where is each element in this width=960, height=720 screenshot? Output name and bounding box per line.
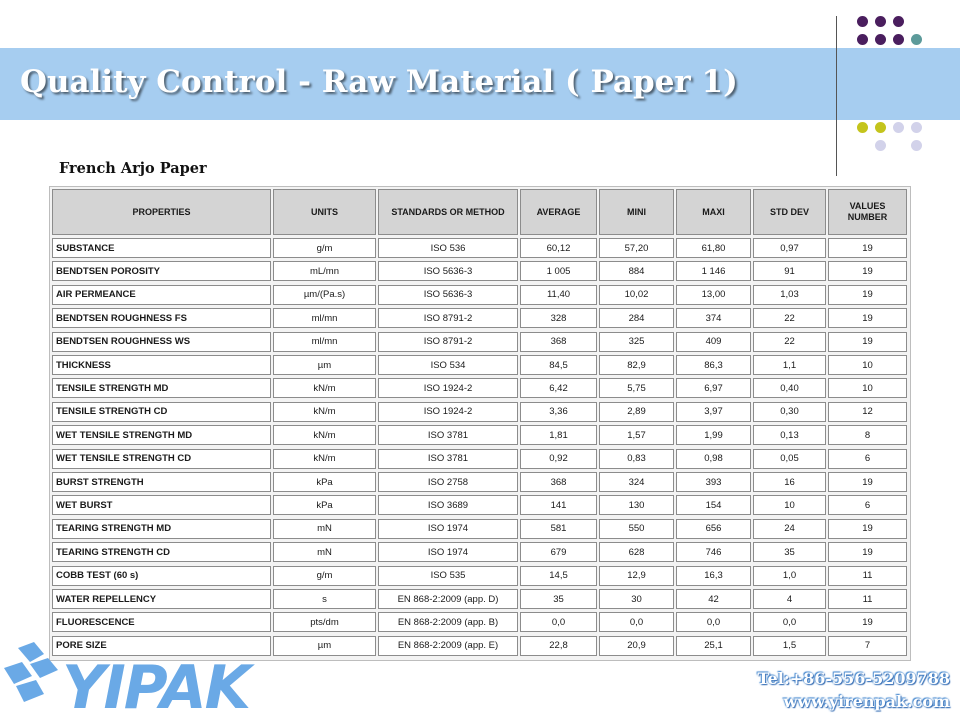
table-row — [52, 238, 909, 258]
cell-values-number: 7 — [828, 636, 907, 656]
cell-mini: 10,02 — [599, 285, 674, 305]
cell-maxi: 0,0 — [676, 612, 751, 632]
cell-maxi: 86,3 — [676, 355, 751, 375]
cell-units: kN/m — [273, 449, 376, 469]
cell-standard: ISO 536 — [378, 238, 518, 258]
cell-maxi: 1,99 — [676, 425, 751, 445]
cell-units: kN/m — [273, 378, 376, 398]
cell-average: 141 — [520, 495, 597, 515]
table-row — [52, 261, 909, 281]
cell-average: 14,5 — [520, 566, 597, 586]
cell-property: TEARING STRENGTH MD — [52, 519, 271, 539]
cell-standard: ISO 1974 — [378, 519, 518, 539]
header-std-dev: STD DEV — [753, 189, 826, 235]
cell-average: 581 — [520, 519, 597, 539]
cell-property: TENSILE STRENGTH CD — [52, 402, 271, 422]
cell-values-number: 19 — [828, 519, 907, 539]
cell-values-number: 19 — [828, 261, 907, 281]
cell-maxi: 154 — [676, 495, 751, 515]
cell-std-dev: 1,5 — [753, 636, 826, 656]
cell-mini: 2,89 — [599, 402, 674, 422]
cell-average: 22,8 — [520, 636, 597, 656]
cell-standard: ISO 5636-3 — [378, 285, 518, 305]
dot-purple — [875, 16, 886, 27]
table-row — [52, 472, 909, 492]
website-link[interactable]: www.yirenpak.com — [783, 692, 950, 711]
dot-lime — [875, 122, 886, 133]
cell-standard: ISO 8791-2 — [378, 308, 518, 328]
cell-mini: 325 — [599, 332, 674, 352]
cell-std-dev: 1,1 — [753, 355, 826, 375]
cell-mini: 130 — [599, 495, 674, 515]
cell-property: WET TENSILE STRENGTH MD — [52, 425, 271, 445]
cell-mini: 628 — [599, 542, 674, 562]
cell-units: kPa — [273, 495, 376, 515]
cell-average: 368 — [520, 472, 597, 492]
cell-values-number: 12 — [828, 402, 907, 422]
cell-standard: ISO 3781 — [378, 425, 518, 445]
phone-number: Tel:+86-556-5209788 — [757, 669, 950, 688]
cell-mini: 0,0 — [599, 612, 674, 632]
cell-values-number: 11 — [828, 589, 907, 609]
cell-units: g/m — [273, 566, 376, 586]
cell-property: BURST STRENGTH — [52, 472, 271, 492]
cell-average: 679 — [520, 542, 597, 562]
cell-std-dev: 1,0 — [753, 566, 826, 586]
yipak-logo — [0, 640, 270, 720]
table-row — [52, 566, 909, 586]
header-mini: MINI — [599, 189, 674, 235]
table-row — [52, 612, 909, 632]
cell-values-number: 10 — [828, 355, 907, 375]
cell-property: TENSILE STRENGTH MD — [52, 378, 271, 398]
cell-std-dev: 91 — [753, 261, 826, 281]
cell-units: kN/m — [273, 402, 376, 422]
cell-units: kN/m — [273, 425, 376, 445]
cell-standard: ISO 5636-3 — [378, 261, 518, 281]
properties-table — [49, 186, 911, 661]
cell-maxi: 1 146 — [676, 261, 751, 281]
cell-mini: 324 — [599, 472, 674, 492]
cell-values-number: 6 — [828, 495, 907, 515]
cell-mini: 550 — [599, 519, 674, 539]
cell-units: µm — [273, 355, 376, 375]
cell-average: 60,12 — [520, 238, 597, 258]
cell-average: 6,42 — [520, 378, 597, 398]
logo-mark-icon — [4, 642, 58, 702]
cell-mini: 1,57 — [599, 425, 674, 445]
table-row — [52, 332, 909, 352]
cell-mini: 82,9 — [599, 355, 674, 375]
table-row — [52, 542, 909, 562]
cell-standard: EN 868-2:2009 (app. B) — [378, 612, 518, 632]
cell-average: 328 — [520, 308, 597, 328]
cell-values-number: 19 — [828, 285, 907, 305]
dot-purple — [893, 34, 904, 45]
cell-units: µm — [273, 636, 376, 656]
cell-property: WATER REPELLENCY — [52, 589, 271, 609]
table-caption: French Arjo Paper — [59, 160, 207, 177]
cell-std-dev: 0,05 — [753, 449, 826, 469]
cell-average: 35 — [520, 589, 597, 609]
dot-lime — [857, 122, 868, 133]
cell-property: FLUORESCENCE — [52, 612, 271, 632]
cell-mini: 57,20 — [599, 238, 674, 258]
cell-mini: 284 — [599, 308, 674, 328]
cell-property: BENDTSEN ROUGHNESS FS — [52, 308, 271, 328]
cell-property: WET TENSILE STRENGTH CD — [52, 449, 271, 469]
cell-values-number: 10 — [828, 378, 907, 398]
cell-mini: 0,83 — [599, 449, 674, 469]
cell-units: mL/mn — [273, 261, 376, 281]
cell-standard: EN 868-2:2009 (app. E) — [378, 636, 518, 656]
cell-standard: ISO 3781 — [378, 449, 518, 469]
cell-property: BENDTSEN POROSITY — [52, 261, 271, 281]
cell-units: mN — [273, 519, 376, 539]
cell-average: 84,5 — [520, 355, 597, 375]
cell-units: µm/(Pa.s) — [273, 285, 376, 305]
table-row — [52, 425, 909, 445]
cell-mini: 30 — [599, 589, 674, 609]
cell-std-dev: 0,13 — [753, 425, 826, 445]
cell-maxi: 409 — [676, 332, 751, 352]
cell-average: 368 — [520, 332, 597, 352]
cell-maxi: 13,00 — [676, 285, 751, 305]
table-row — [52, 589, 909, 609]
cell-standard: ISO 535 — [378, 566, 518, 586]
cell-standard: ISO 1924-2 — [378, 378, 518, 398]
cell-units: ml/mn — [273, 308, 376, 328]
contact-info — [757, 667, 950, 713]
cell-property: SUBSTANCE — [52, 238, 271, 258]
cell-property: BENDTSEN ROUGHNESS WS — [52, 332, 271, 352]
table-row — [52, 378, 909, 398]
cell-units: mN — [273, 542, 376, 562]
dot-purple — [857, 34, 868, 45]
cell-maxi: 42 — [676, 589, 751, 609]
cell-values-number: 6 — [828, 449, 907, 469]
cell-property: AIR PERMEANCE — [52, 285, 271, 305]
cell-maxi: 374 — [676, 308, 751, 328]
dot-lavender — [875, 140, 886, 151]
cell-property: THICKNESS — [52, 355, 271, 375]
dot-lavender — [911, 122, 922, 133]
header-values-number: VALUES NUMBER — [828, 189, 907, 235]
cell-units: ml/mn — [273, 332, 376, 352]
cell-standard: ISO 534 — [378, 355, 518, 375]
cell-units: kPa — [273, 472, 376, 492]
cell-maxi: 656 — [676, 519, 751, 539]
cell-property: PORE SIZE — [52, 636, 271, 656]
cell-property: COBB TEST (60 s) — [52, 566, 271, 586]
svg-text:YIPAK: YIPAK — [62, 653, 250, 720]
dot-lavender — [893, 122, 904, 133]
cell-maxi: 61,80 — [676, 238, 751, 258]
cell-maxi: 3,97 — [676, 402, 751, 422]
cell-std-dev: 0,0 — [753, 612, 826, 632]
cell-values-number: 19 — [828, 332, 907, 352]
table-row — [52, 285, 909, 305]
cell-average: 0,92 — [520, 449, 597, 469]
table-row — [52, 308, 909, 328]
cell-maxi: 16,3 — [676, 566, 751, 586]
table-header-row — [52, 189, 909, 235]
cell-property: WET BURST — [52, 495, 271, 515]
cell-maxi: 746 — [676, 542, 751, 562]
cell-mini: 12,9 — [599, 566, 674, 586]
cell-average: 3,36 — [520, 402, 597, 422]
cell-standard: ISO 3689 — [378, 495, 518, 515]
dot-purple — [857, 16, 868, 27]
header-properties: PROPERTIES — [52, 189, 271, 235]
header-standards: STANDARDS OR METHOD — [378, 189, 518, 235]
cell-values-number: 19 — [828, 472, 907, 492]
cell-property: TEARING STRENGTH CD — [52, 542, 271, 562]
cell-mini: 5,75 — [599, 378, 674, 398]
cell-maxi: 25,1 — [676, 636, 751, 656]
cell-units: s — [273, 589, 376, 609]
cell-standard: ISO 2758 — [378, 472, 518, 492]
header-average: AVERAGE — [520, 189, 597, 235]
cell-standard: ISO 1924-2 — [378, 402, 518, 422]
cell-values-number: 19 — [828, 542, 907, 562]
cell-std-dev: 1,03 — [753, 285, 826, 305]
table-row — [52, 402, 909, 422]
header-maxi: MAXI — [676, 189, 751, 235]
header-units: UNITS — [273, 189, 376, 235]
cell-std-dev: 0,40 — [753, 378, 826, 398]
cell-std-dev: 10 — [753, 495, 826, 515]
cell-values-number: 19 — [828, 308, 907, 328]
cell-units: pts/dm — [273, 612, 376, 632]
cell-std-dev: 0,97 — [753, 238, 826, 258]
cell-std-dev: 4 — [753, 589, 826, 609]
cell-standard: EN 868-2:2009 (app. D) — [378, 589, 518, 609]
cell-std-dev: 0,30 — [753, 402, 826, 422]
cell-average: 11,40 — [520, 285, 597, 305]
cell-values-number: 19 — [828, 238, 907, 258]
cell-std-dev: 16 — [753, 472, 826, 492]
table-row — [52, 449, 909, 469]
cell-std-dev: 24 — [753, 519, 826, 539]
table-row — [52, 519, 909, 539]
cell-std-dev: 22 — [753, 332, 826, 352]
dot-purple — [875, 34, 886, 45]
cell-average: 1,81 — [520, 425, 597, 445]
cell-maxi: 6,97 — [676, 378, 751, 398]
cell-units: g/m — [273, 238, 376, 258]
cell-values-number: 19 — [828, 612, 907, 632]
cell-values-number: 8 — [828, 425, 907, 445]
cell-std-dev: 22 — [753, 308, 826, 328]
slide-title: Quality Control - Raw Material ( Paper 1) — [20, 64, 738, 100]
table-row — [52, 355, 909, 375]
cell-standard: ISO 8791-2 — [378, 332, 518, 352]
decorative-divider — [836, 16, 837, 176]
cell-values-number: 11 — [828, 566, 907, 586]
table-row — [52, 495, 909, 515]
cell-mini: 20,9 — [599, 636, 674, 656]
dot-lavender — [911, 140, 922, 151]
dot-purple — [893, 16, 904, 27]
cell-average: 1 005 — [520, 261, 597, 281]
cell-average: 0,0 — [520, 612, 597, 632]
cell-maxi: 0,98 — [676, 449, 751, 469]
cell-std-dev: 35 — [753, 542, 826, 562]
dot-teal — [911, 34, 922, 45]
cell-maxi: 393 — [676, 472, 751, 492]
cell-standard: ISO 1974 — [378, 542, 518, 562]
cell-mini: 884 — [599, 261, 674, 281]
